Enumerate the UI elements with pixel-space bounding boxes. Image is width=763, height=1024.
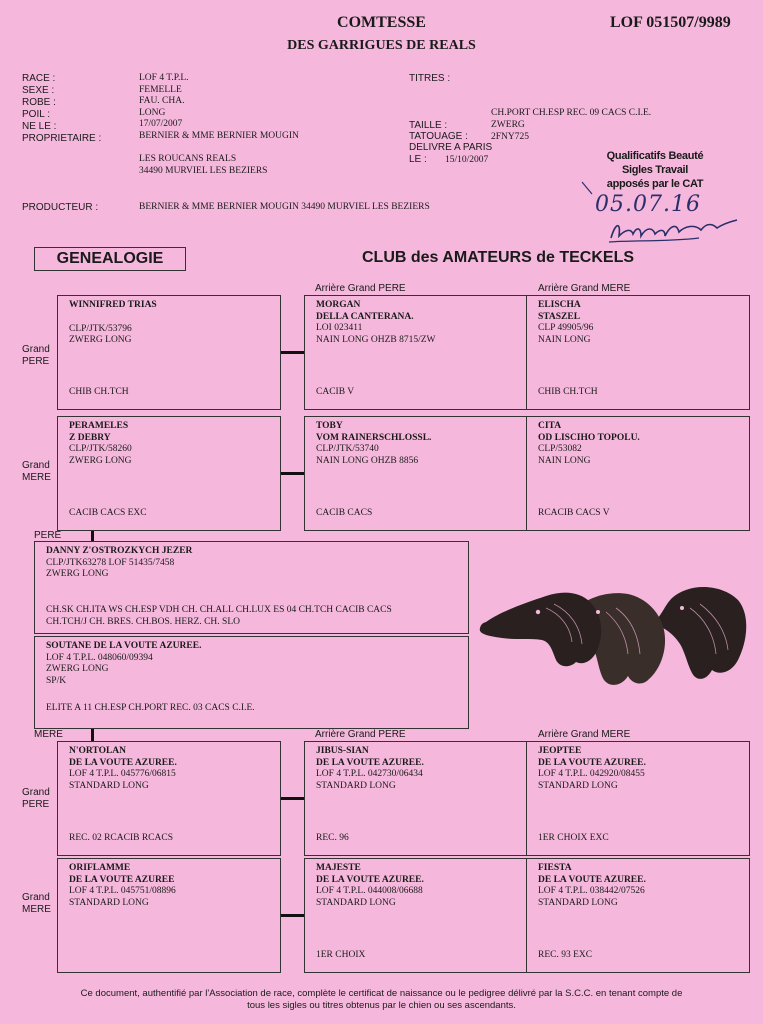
producteur-label: PRODUCTEUR :	[22, 202, 99, 213]
dog-reg: LOF 4 T.P.L. 038442/07526	[538, 886, 645, 896]
dog-titles: CACIB V	[316, 387, 355, 397]
label-ne-le: NE LE :	[22, 121, 57, 132]
dog-type: ZWERG LONG	[46, 569, 109, 579]
dog-name-line2: STASZEL	[538, 311, 581, 322]
side-label-grand: Grand	[22, 460, 50, 471]
dog-name-line2: DE LA VOUTE AZUREE.	[316, 874, 424, 885]
genealogie-title-text: GENEALOGIE	[56, 250, 164, 267]
connector	[281, 914, 304, 917]
dog-titles: CHIB CH.TCH	[69, 387, 129, 397]
tatouage-label: TATOUAGE :	[409, 131, 468, 142]
box-agm-sire-gm	[526, 416, 750, 531]
label-proprietaire: PROPRIETAIRE :	[22, 133, 102, 144]
dog-titles: CHIB CH.TCH	[538, 387, 598, 397]
box-grand-pere-sire	[57, 295, 281, 410]
dog-name-line2: Z DEBRY	[69, 432, 111, 443]
dog-reg: LOF 4 T.P.L. 045776/06815	[69, 769, 176, 779]
dog-name: JEOPTEE	[538, 746, 582, 756]
col-header-arriere-grand-pere: Arrière Grand PERE	[315, 283, 406, 294]
dog-name-line2: DE LA VOUTE AZUREE	[69, 874, 175, 885]
dog-reg: LOF 4 T.P.L. 042920/08455	[538, 769, 645, 779]
dog-type: NAIN LONG OHZB 8856	[316, 455, 419, 466]
dog-type: ZWERG LONG	[69, 455, 132, 466]
col-header-arriere-grand-pere: Arrière Grand PERE	[315, 729, 406, 740]
dog-name: CITA	[538, 421, 562, 431]
owner-address	[139, 154, 267, 177]
dog-name: SOUTANE DE LA VOUTE AZUREE.	[46, 641, 202, 651]
box-grand-mere-sire	[57, 416, 281, 531]
connector	[281, 351, 304, 354]
titres-label: TITRES :	[409, 73, 451, 84]
dog-name-line2: DES GARRIGUES DE REALS	[287, 38, 476, 53]
dog-type: NAIN LONG OHZB 8715/ZW	[316, 334, 436, 345]
box-agp-dam-gp	[304, 741, 527, 856]
dog-name: PERAMELES	[69, 421, 129, 431]
signature	[605, 212, 745, 248]
dog-type: STANDARD LONG	[316, 897, 396, 908]
dog-type: STANDARD LONG	[316, 780, 396, 791]
side-label-pere: PERE	[22, 356, 50, 367]
dog-reg: LOF 4 T.P.L. 042730/06434	[316, 769, 423, 779]
label-race: RACE :	[22, 73, 56, 84]
dog-name: DANNY Z'OSTROZKYCH JEZER	[46, 546, 193, 556]
connector	[281, 797, 304, 800]
box-mere	[34, 636, 469, 729]
dog-reg: LOF 4 T.P.L. 048060/09394	[46, 652, 153, 663]
dog-name: WINNIFRED TRIAS	[69, 300, 157, 310]
box-grand-mere-dam	[57, 858, 281, 973]
dog-reg: LOI 023411	[316, 323, 363, 333]
dog-type: STANDARD LONG	[69, 897, 149, 908]
le-label: LE :	[409, 154, 427, 165]
dog-titles: CACIB CACS EXC	[69, 508, 147, 518]
dog-name-line2: DE LA VOUTE AZUREE.	[316, 757, 424, 768]
value-proprietaire: BERNIER & MME BERNIER MOUGIN	[139, 130, 299, 141]
dog-name-line2: DE LA VOUTE AZUREE.	[538, 757, 646, 768]
value-poil: LONG	[139, 107, 166, 118]
club-title: CLUB des AMATEURS de TECKELS	[362, 249, 635, 266]
info-labels	[22, 73, 101, 145]
address-line2: 34490 MURVIEL LES BEZIERS	[139, 165, 268, 176]
dog-type: ZWERG LONG	[46, 664, 109, 674]
connector	[281, 472, 304, 475]
box-agm-dam-gp	[526, 741, 750, 856]
value-ne-le: 17/07/2007	[139, 119, 183, 129]
dog-reg: CLP/JTK/53740	[316, 444, 379, 454]
dog-titles: REC. 93 EXC	[538, 950, 593, 960]
dog-name: MAJESTE	[316, 863, 361, 873]
info-values	[139, 73, 299, 142]
box-agm-sire-gp	[526, 295, 750, 410]
dog-name: FIESTA	[538, 863, 572, 873]
side-label-grand-mere	[22, 460, 51, 484]
side-label-grand: Grand	[22, 892, 50, 903]
dachshund-heads-illustration	[476, 578, 752, 690]
qualif-line2: Sigles Travail	[621, 164, 689, 176]
document-subtitle	[0, 38, 763, 54]
taille-value: ZWERG	[491, 120, 525, 130]
dog-type: STANDARD LONG	[69, 780, 149, 791]
dog-type: ZWERG LONG	[69, 335, 132, 345]
side-label-grand-mere	[22, 892, 51, 916]
side-label-grand-pere	[22, 787, 50, 811]
box-agp-dam-gm	[304, 858, 527, 973]
dog-titles: RCACIB CACS V	[538, 508, 610, 518]
qualif-block	[590, 149, 720, 191]
value-robe: FAU. CHA.	[139, 96, 185, 106]
label-poil: POIL :	[22, 109, 50, 120]
dog-name: MORGAN	[316, 300, 361, 310]
label-robe: ROBE :	[22, 97, 56, 108]
box-pere	[34, 541, 469, 634]
genealogie-title	[34, 247, 186, 271]
col-header-arriere-grand-mere: Arrière Grand MERE	[538, 729, 631, 740]
dog-reg: CLP/53082	[538, 444, 582, 454]
dog-name-line2: DE LA VOUTE AZUREE.	[69, 757, 177, 768]
col-header-arriere-grand-mere: Arrière Grand MERE	[538, 283, 631, 294]
dog-titles: CACIB CACS	[316, 508, 373, 518]
dog-titles-line1: CH.SK CH.ITA WS CH.ESP VDH CH. CH.ALL CH.LUX ES 04 CH.TCH CACIB CACS	[46, 605, 392, 615]
box-agp-sire-gm	[304, 416, 527, 531]
address-line1: LES ROUCANS REALS	[139, 154, 237, 164]
side-label-mere: MERE	[22, 904, 51, 915]
dog-type: STANDARD LONG	[538, 780, 618, 791]
dog-titles: REC. 02 RCACIB RCACS	[69, 833, 173, 843]
value-sexe: FEMELLE	[139, 84, 182, 95]
dog-name: ORIFLAMME	[69, 863, 131, 873]
dog-name: TOBY	[316, 421, 343, 431]
dog-reg: LOF 4 T.P.L. 044008/06688	[316, 886, 423, 896]
dog-reg: CLP/JTK63278 LOF 51435/7458	[46, 557, 175, 568]
box-agm-dam-gm	[526, 858, 750, 973]
dog-type: STANDARD LONG	[538, 897, 618, 908]
footer-note	[0, 988, 763, 1012]
dog-titles: 1ER CHOIX	[316, 950, 366, 960]
dog-type: NAIN LONG	[538, 334, 591, 345]
dog-name: ELISCHA	[538, 300, 581, 310]
value-race: LOF 4 T.P.L.	[139, 73, 189, 83]
qualif-line3: apposés par le CAT	[606, 178, 704, 190]
box-agp-sire-gp	[304, 295, 527, 410]
dog-name-line1: COMTESSE	[337, 14, 426, 31]
pere-label: PERE	[34, 530, 62, 541]
delivre-label: DELIVRE A PARIS	[409, 142, 493, 153]
dog-reg: CLP/JTK/53796	[69, 323, 132, 334]
handwritten-mark	[580, 180, 594, 196]
dog-reg: CLP/JTK/58260	[69, 444, 132, 454]
side-label-pere: PERE	[22, 799, 50, 810]
lof-number: LOF 051507/9989	[610, 14, 731, 31]
dog-reg: CLP 49905/96	[538, 323, 594, 333]
footer-line1: Ce document, authentifié par l'Association de race, complète le certificat de naissance ou le pedigree délivré par la S.C.C. en tenant compte de	[80, 988, 683, 999]
footer-line2: tous les sigles ou titres obtenus par le chien ou ses ascendants.	[247, 1000, 516, 1011]
label-sexe: SEXE :	[22, 85, 55, 96]
side-label-mere: MERE	[22, 472, 51, 483]
dog-name-line2: DE LA VOUTE AZUREE.	[538, 874, 646, 885]
dog-titles	[46, 605, 392, 628]
dog-type: NAIN LONG	[538, 455, 591, 466]
dog-name: N'ORTOLAN	[69, 746, 127, 756]
qualif-line1: Qualificatifs Beauté	[606, 150, 704, 162]
dog-titles: ELITE A 11 CH.ESP CH.PORT REC. 03 CACS C.I.E.	[46, 703, 255, 713]
side-label-grand-pere	[22, 344, 50, 368]
dog-name: JIBUS-SIAN	[316, 746, 369, 756]
producteur-value: BERNIER & MME BERNIER MOUGIN 34490 MURVIEL LES BEZIERS	[139, 202, 430, 212]
taille-label: TAILLE :	[409, 120, 448, 131]
dog-name-line2: VOM RAINERSCHLOSSL.	[316, 432, 432, 443]
dog-name-line2: OD LISCIHO TOPOLU.	[538, 432, 640, 443]
titres-value: CH.PORT CH.ESP REC. 09 CACS C.I.E.	[491, 108, 652, 118]
side-label-grand: Grand	[22, 344, 50, 355]
dog-name-line2: DELLA CANTERANA.	[316, 311, 414, 322]
dog-work: SP/K	[46, 675, 67, 686]
dog-titles: 1ER CHOIX EXC	[538, 833, 609, 843]
handwritten-date: 05.07.16	[595, 192, 701, 217]
dog-titles-line2: CH.TCH/J CH. BRES. CH.BOS. HERZ. CH. SLO	[46, 616, 240, 627]
side-label-grand: Grand	[22, 787, 50, 798]
mere-label: MERE	[34, 729, 63, 740]
box-grand-pere-dam	[57, 741, 281, 856]
tatouage-value: 2FNY725	[491, 132, 530, 142]
le-value: 15/10/2007	[445, 155, 489, 165]
dog-reg: LOF 4 T.P.L. 045751/08896	[69, 886, 176, 896]
dog-titles: REC. 96	[316, 833, 349, 843]
